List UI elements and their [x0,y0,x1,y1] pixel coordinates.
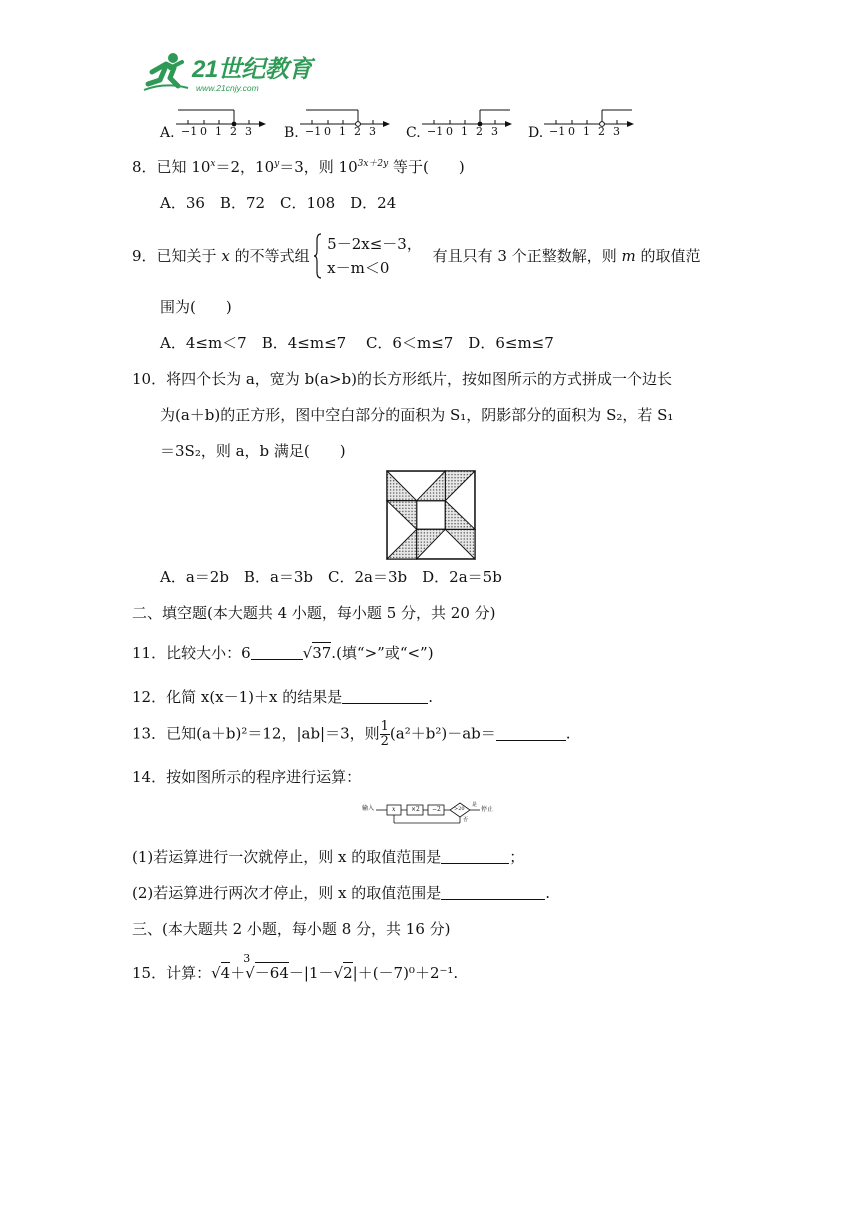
q9-text-d: 的取值范 [640,246,701,265]
q8-text-a: 已知 10 [156,158,211,176]
logo-main-text: 21世纪教育 [192,56,312,83]
q15-minus: － [288,964,304,982]
q9-var-x: x [221,246,230,265]
cube-root-index: 3 [243,952,251,965]
q14-sub2-text: (2)若运算进行两次才停止，则 x 的取值范围是 [132,884,442,902]
q8-exp-3x2y: 3x＋2y [357,159,389,169]
tick-label: 1 [583,125,590,138]
option-a-number-line[interactable] [160,106,270,140]
option-c-number-line[interactable] [406,106,516,140]
tick-label: 3 [245,125,252,138]
q8-text-b: ＝2，10 [215,158,275,176]
option-b-number-line[interactable] [284,106,394,140]
q15-abs-a: 1－ [308,964,334,982]
fraction-denominator: 2 [380,733,389,749]
answer-blank[interactable] [441,887,545,900]
q8-text-d: 等于( ) [393,158,465,176]
tick-label: −1 [427,125,444,138]
abs-bar-right: | [352,964,358,982]
option-letter: D. [528,125,544,141]
q14-sub1-text: (1)若运算进行一次就停止，则 x 的取值范围是 [132,848,442,866]
sqrt-sign: √ [245,964,255,982]
question-number: 12． [132,688,167,706]
inequality-system [314,232,421,280]
tick-label: 0 [446,125,453,138]
q15-radicand-1: 4 [220,964,231,982]
question-8 [132,160,465,175]
q12-end: . [428,688,434,706]
answer-blank[interactable] [251,647,303,660]
question-11 [132,646,434,661]
question-14-sub-2 [132,886,550,901]
tick-label: 2 [230,125,237,138]
q13-end: . [565,724,571,743]
q14-sub2-end: . [545,884,551,902]
q9-text-b: 的不等式组 [234,246,310,265]
option-letter: B. [284,125,299,141]
tick-label: 2 [354,125,361,138]
flow-input-label: 输入 [362,805,375,812]
pinwheel-square-figure [386,470,476,560]
answer-blank[interactable] [441,851,509,864]
question-10-line-3: ＝3S₂，则 a，b 满足( ) [160,442,346,460]
flow-no-label: 否 [463,817,469,823]
system-line-2: x－m＜0 [327,259,390,277]
tick-label: 0 [200,125,207,138]
q15-radicand-3: 2 [343,964,353,982]
tick-label: 2 [598,125,605,138]
section-3-title: 三、(本大题共 2 小题，每小题 8 分，共 16 分) [132,920,451,938]
tick-label: 1 [215,125,222,138]
system-line-1: 5－2x≤－3， [327,235,422,253]
tick-label: −1 [549,125,566,138]
q12-text: 化简 x(x－1)＋x 的结果是 [166,688,343,706]
q13-text-b: (a²＋b²)－ab＝ [389,724,496,743]
question-15 [132,952,459,982]
q11-radicand: 37 [312,644,332,662]
q9-text-e: 围为( ) [160,298,232,316]
fraction-one-half [380,720,390,748]
q9-var-m: m [621,246,636,265]
runner-icon [140,50,190,94]
tick-label: −1 [181,125,198,138]
header-logo [140,50,320,98]
q15-text-a: 计算： [166,964,212,982]
question-10-line-1 [132,372,672,387]
flow-minus-2-label: −2 [432,806,441,813]
question-12 [132,690,433,705]
sqrt-sign: √ [333,964,344,982]
fraction-numerator: 1 [380,719,389,734]
tick-label: 2 [476,125,483,138]
tick-label: 3 [613,125,620,138]
flow-condition-label: >20 [454,806,465,812]
tick-label: 3 [491,125,498,138]
question-number: 8． [132,158,157,176]
flow-times-2-label: ×2 [411,806,420,813]
question-number: 14． [132,768,167,786]
q8-exp-y: y [274,159,280,169]
flow-yes-label: 是 [472,802,478,808]
abs-bar-left: | [303,964,309,982]
flow-x-label: x [392,806,396,813]
tick-label: 1 [461,125,468,138]
question-number: 10． [132,370,167,388]
question-13 [132,720,571,760]
tick-label: 3 [369,125,376,138]
tick-label: −1 [305,125,322,138]
q14-text: 按如图所示的程序进行运算： [166,768,362,786]
q10-line-1-text: 将四个长为 a，宽为 b(a>b)的长方形纸片，按如图所示的方式拼成一个边长 [166,370,672,388]
option-letter: C. [406,125,421,141]
q14-sub1-end: ； [509,848,525,866]
question-14-sub-1 [132,850,524,865]
question-9-options: A．4≤m＜7 B．4≤m≤7 C．6＜m≤7 D．6≤m≤7 [160,334,554,352]
question-number: 9． [132,246,157,265]
question-number: 15． [132,964,167,982]
program-flowchart [362,802,502,828]
tick-label: 0 [568,125,575,138]
option-d-number-line[interactable] [528,106,638,140]
logo-url-text: www.21cnjy.com [196,83,259,93]
flow-stop-label: 停止 [481,806,494,813]
question-8-options: A．36 B．72 C．108 D．24 [160,194,397,212]
q8-exp-x: x [210,159,216,169]
sqrt-sign: √ [302,644,313,662]
question-number: 13． [132,724,167,743]
brace-icon [314,232,322,280]
question-number: 11． [132,644,167,662]
section-2-title: 二、填空题(本大题共 4 小题，每小题 5 分，共 20 分) [132,604,496,622]
question-10-line-2: 为(a＋b)的正方形，图中空白部分的面积为 S₁，阴影部分的面积为 S₂，若 S₁ [160,406,674,424]
option-letter: A. [160,125,175,141]
q15-text-end: ＋(－7)⁰＋2⁻¹. [357,964,459,982]
q9-text-a: 已知关于 [156,246,217,265]
q11-text-b: .(填“>”或“<”) [331,644,434,662]
q9-text-c: 有且只有 3 个正整数解，则 [432,246,617,265]
q15-radicand-2: －64 [254,964,289,982]
question-10-options: A．a＝2b B．a＝3b C．2a＝3b D．2a＝5b [160,568,502,586]
q8-text-c: ＝3，则 10 [279,158,358,176]
question-9 [132,232,701,278]
q13-text-a: 已知(a＋b)²＝12，|ab|＝3，则 [166,724,380,743]
q11-text-a: 比较大小：6 [166,644,251,662]
q15-plus: ＋ [230,964,246,982]
sqrt-sign: √ [211,964,221,982]
question-14 [132,770,361,785]
answer-blank[interactable] [342,691,428,704]
tick-label: 1 [339,125,346,138]
tick-label: 0 [324,125,331,138]
answer-blank[interactable] [496,728,566,741]
